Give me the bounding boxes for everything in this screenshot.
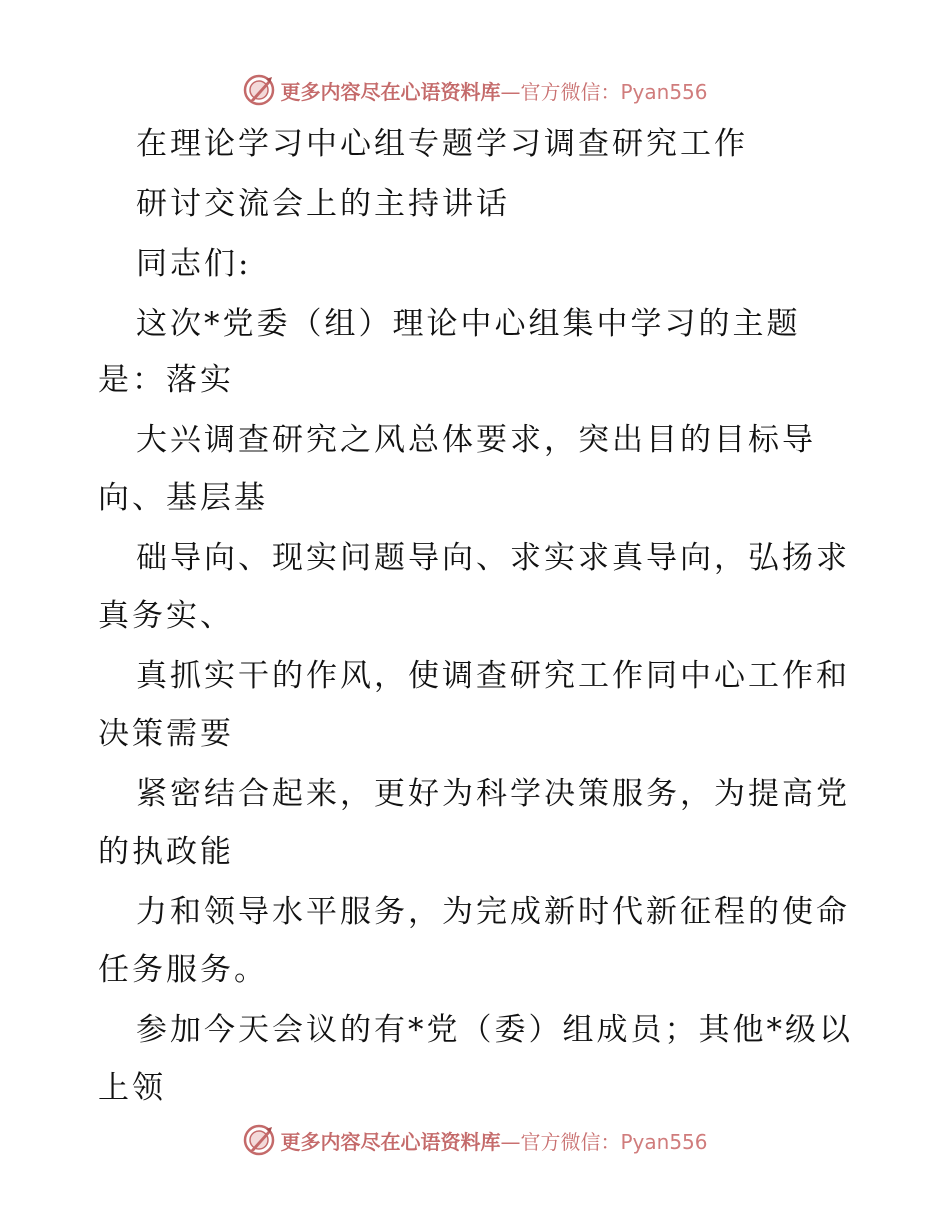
- watermark-text: 更多内容尽在心语资料库—官方微信：Pyan556: [280, 1129, 708, 1154]
- paragraph-line: 础导向、现实问题导向、求实求真导向，弘扬求: [136, 540, 850, 576]
- header-watermark: [0, 70, 950, 110]
- paragraph-line: 这次*党委（组）理论中心组集中学习的主题: [136, 306, 801, 342]
- paragraph-line: 上领: [98, 1070, 166, 1106]
- paragraph-line: 向、基层基: [98, 480, 268, 516]
- footer-watermark: [0, 1120, 950, 1160]
- title-line-2: 研讨交流会上的主持讲话: [136, 186, 510, 222]
- paragraph-line: 任务服务。: [98, 952, 268, 988]
- paragraph-line: 力和领导水平服务，为完成新时代新征程的使命: [136, 894, 850, 930]
- quill-logo-icon: [242, 73, 276, 107]
- quill-logo-icon: [242, 1123, 276, 1157]
- title-line-1: 在理论学习中心组专题学习调查研究工作: [136, 126, 748, 162]
- paragraph-line: 真务实、: [98, 598, 234, 634]
- paragraph-line: 决策需要: [98, 716, 234, 752]
- paragraph-line: 大兴调查研究之风总体要求，突出目的目标导: [136, 422, 816, 458]
- paragraph-line: 真抓实干的作风，使调查研究工作同中心工作和: [136, 658, 850, 694]
- paragraph-line: 参加今天会议的有*党（委）组成员；其他*级以: [136, 1012, 853, 1048]
- paragraph-line: 的执政能: [98, 834, 234, 870]
- watermark-text: 更多内容尽在心语资料库—官方微信：Pyan556: [280, 79, 708, 104]
- greeting: 同志们:: [136, 246, 252, 282]
- paragraph-line: 紧密结合起来，更好为科学决策服务，为提高党: [136, 776, 850, 812]
- paragraph-line: 是：落实: [98, 362, 234, 398]
